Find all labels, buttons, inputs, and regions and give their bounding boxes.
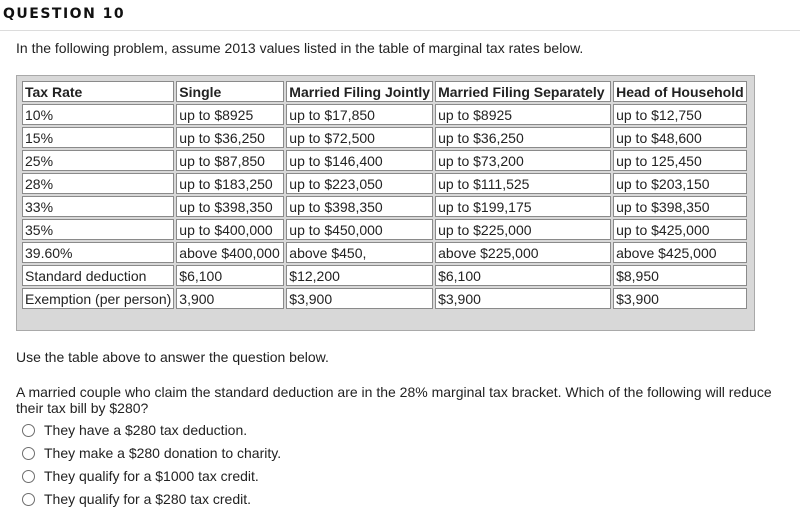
table-cell: 10%	[22, 104, 174, 125]
answer-option-label: They qualify for a $280 tax credit.	[44, 490, 251, 507]
table-cell: up to $12,750	[613, 104, 747, 125]
table-row	[22, 196, 747, 217]
table-cell: 35%	[22, 219, 174, 240]
table-cell: up to $398,350	[613, 196, 747, 217]
table-cell: up to $199,175	[435, 196, 611, 217]
table-cell: up to $111,525	[435, 173, 611, 194]
table-cell: 39.60%	[22, 242, 174, 263]
table-row	[22, 219, 747, 240]
table-cell: up to $36,250	[176, 127, 284, 148]
table-cell: $3,900	[286, 288, 433, 309]
table-cell: up to $398,350	[286, 196, 433, 217]
tax-rate-table	[20, 79, 749, 311]
table-cell: Standard deduction	[22, 265, 174, 286]
answer-option-1[interactable]	[22, 418, 281, 441]
table-cell: $3,900	[435, 288, 611, 309]
table-cell: up to $8925	[176, 104, 284, 125]
answer-option-3[interactable]	[22, 464, 281, 487]
table-cell: up to $203,150	[613, 173, 747, 194]
radio-button[interactable]	[22, 424, 35, 437]
table-cell: above $225,000	[435, 242, 611, 263]
answer-option-2[interactable]	[22, 441, 281, 464]
answer-options	[22, 418, 281, 510]
answer-option-4[interactable]	[22, 487, 281, 510]
question-header	[0, 0, 800, 31]
table-cell: 28%	[22, 173, 174, 194]
table-cell: up to $8925	[435, 104, 611, 125]
table-cell: up to $400,000	[176, 219, 284, 240]
table-cell: up to $225,000	[435, 219, 611, 240]
table-cell: up to $425,000	[613, 219, 747, 240]
answer-option-label: They qualify for a $1000 tax credit.	[44, 467, 259, 484]
radio-button[interactable]	[22, 447, 35, 460]
table-cell: $8,950	[613, 265, 747, 286]
table-cell: up to $17,850	[286, 104, 433, 125]
table-cell: up to 125,450	[613, 150, 747, 171]
table-cell: $3,900	[613, 288, 747, 309]
table-row	[22, 150, 747, 171]
table-cell: Exemption (per person)	[22, 288, 174, 309]
table-cell: up to $73,200	[435, 150, 611, 171]
table-cell: above $400,000	[176, 242, 284, 263]
table-cell: above $425,000	[613, 242, 747, 263]
table-cell: 33%	[22, 196, 174, 217]
table-cell: up to $223,050	[286, 173, 433, 194]
tax-table-frame	[16, 75, 755, 331]
table-row	[22, 127, 747, 148]
radio-button[interactable]	[22, 470, 35, 483]
table-cell: up to $450,000	[286, 219, 433, 240]
column-header-single: Single	[176, 81, 284, 102]
table-cell: $6,100	[435, 265, 611, 286]
intro-text: In the following problem, assume 2013 values listed in the table of marginal tax rates below.	[16, 40, 584, 56]
table-row	[22, 288, 747, 309]
table-cell: up to $146,400	[286, 150, 433, 171]
question-title: QUESTION 10	[3, 6, 126, 22]
table-cell: up to $36,250	[435, 127, 611, 148]
column-header-married-filing-separately: Married Filing Separately	[435, 81, 611, 102]
table-cell: 25%	[22, 150, 174, 171]
answer-option-label: They have a $280 tax deduction.	[44, 421, 248, 438]
table-cell: up to $87,850	[176, 150, 284, 171]
table-cell: up to $48,600	[613, 127, 747, 148]
answer-option-label: They make a $280 donation to charity.	[44, 444, 282, 461]
column-header-head-of-household: Head of Household	[613, 81, 747, 102]
table-header-row	[22, 81, 747, 102]
table-cell: $12,200	[286, 265, 433, 286]
table-row	[22, 242, 747, 263]
column-header-married-filing-jointly: Married Filing Jointly	[286, 81, 433, 102]
table-row	[22, 265, 747, 286]
table-cell: 15%	[22, 127, 174, 148]
table-row	[22, 104, 747, 125]
table-cell: up to $398,350	[176, 196, 284, 217]
table-cell: 3,900	[176, 288, 284, 309]
table-cell: $6,100	[176, 265, 284, 286]
radio-button[interactable]	[22, 493, 35, 506]
instruction-text: Use the table above to answer the question below.	[16, 349, 329, 365]
table-cell: up to $183,250	[176, 173, 284, 194]
table-cell: above $450,	[286, 242, 433, 263]
table-row	[22, 173, 747, 194]
question-text: A married couple who claim the standard deduction are in the 28% marginal tax bracket. Which of the following will reduce their tax bill by $280?	[16, 384, 772, 416]
table-cell: up to $72,500	[286, 127, 433, 148]
column-header-tax-rate: Tax Rate	[22, 81, 174, 102]
